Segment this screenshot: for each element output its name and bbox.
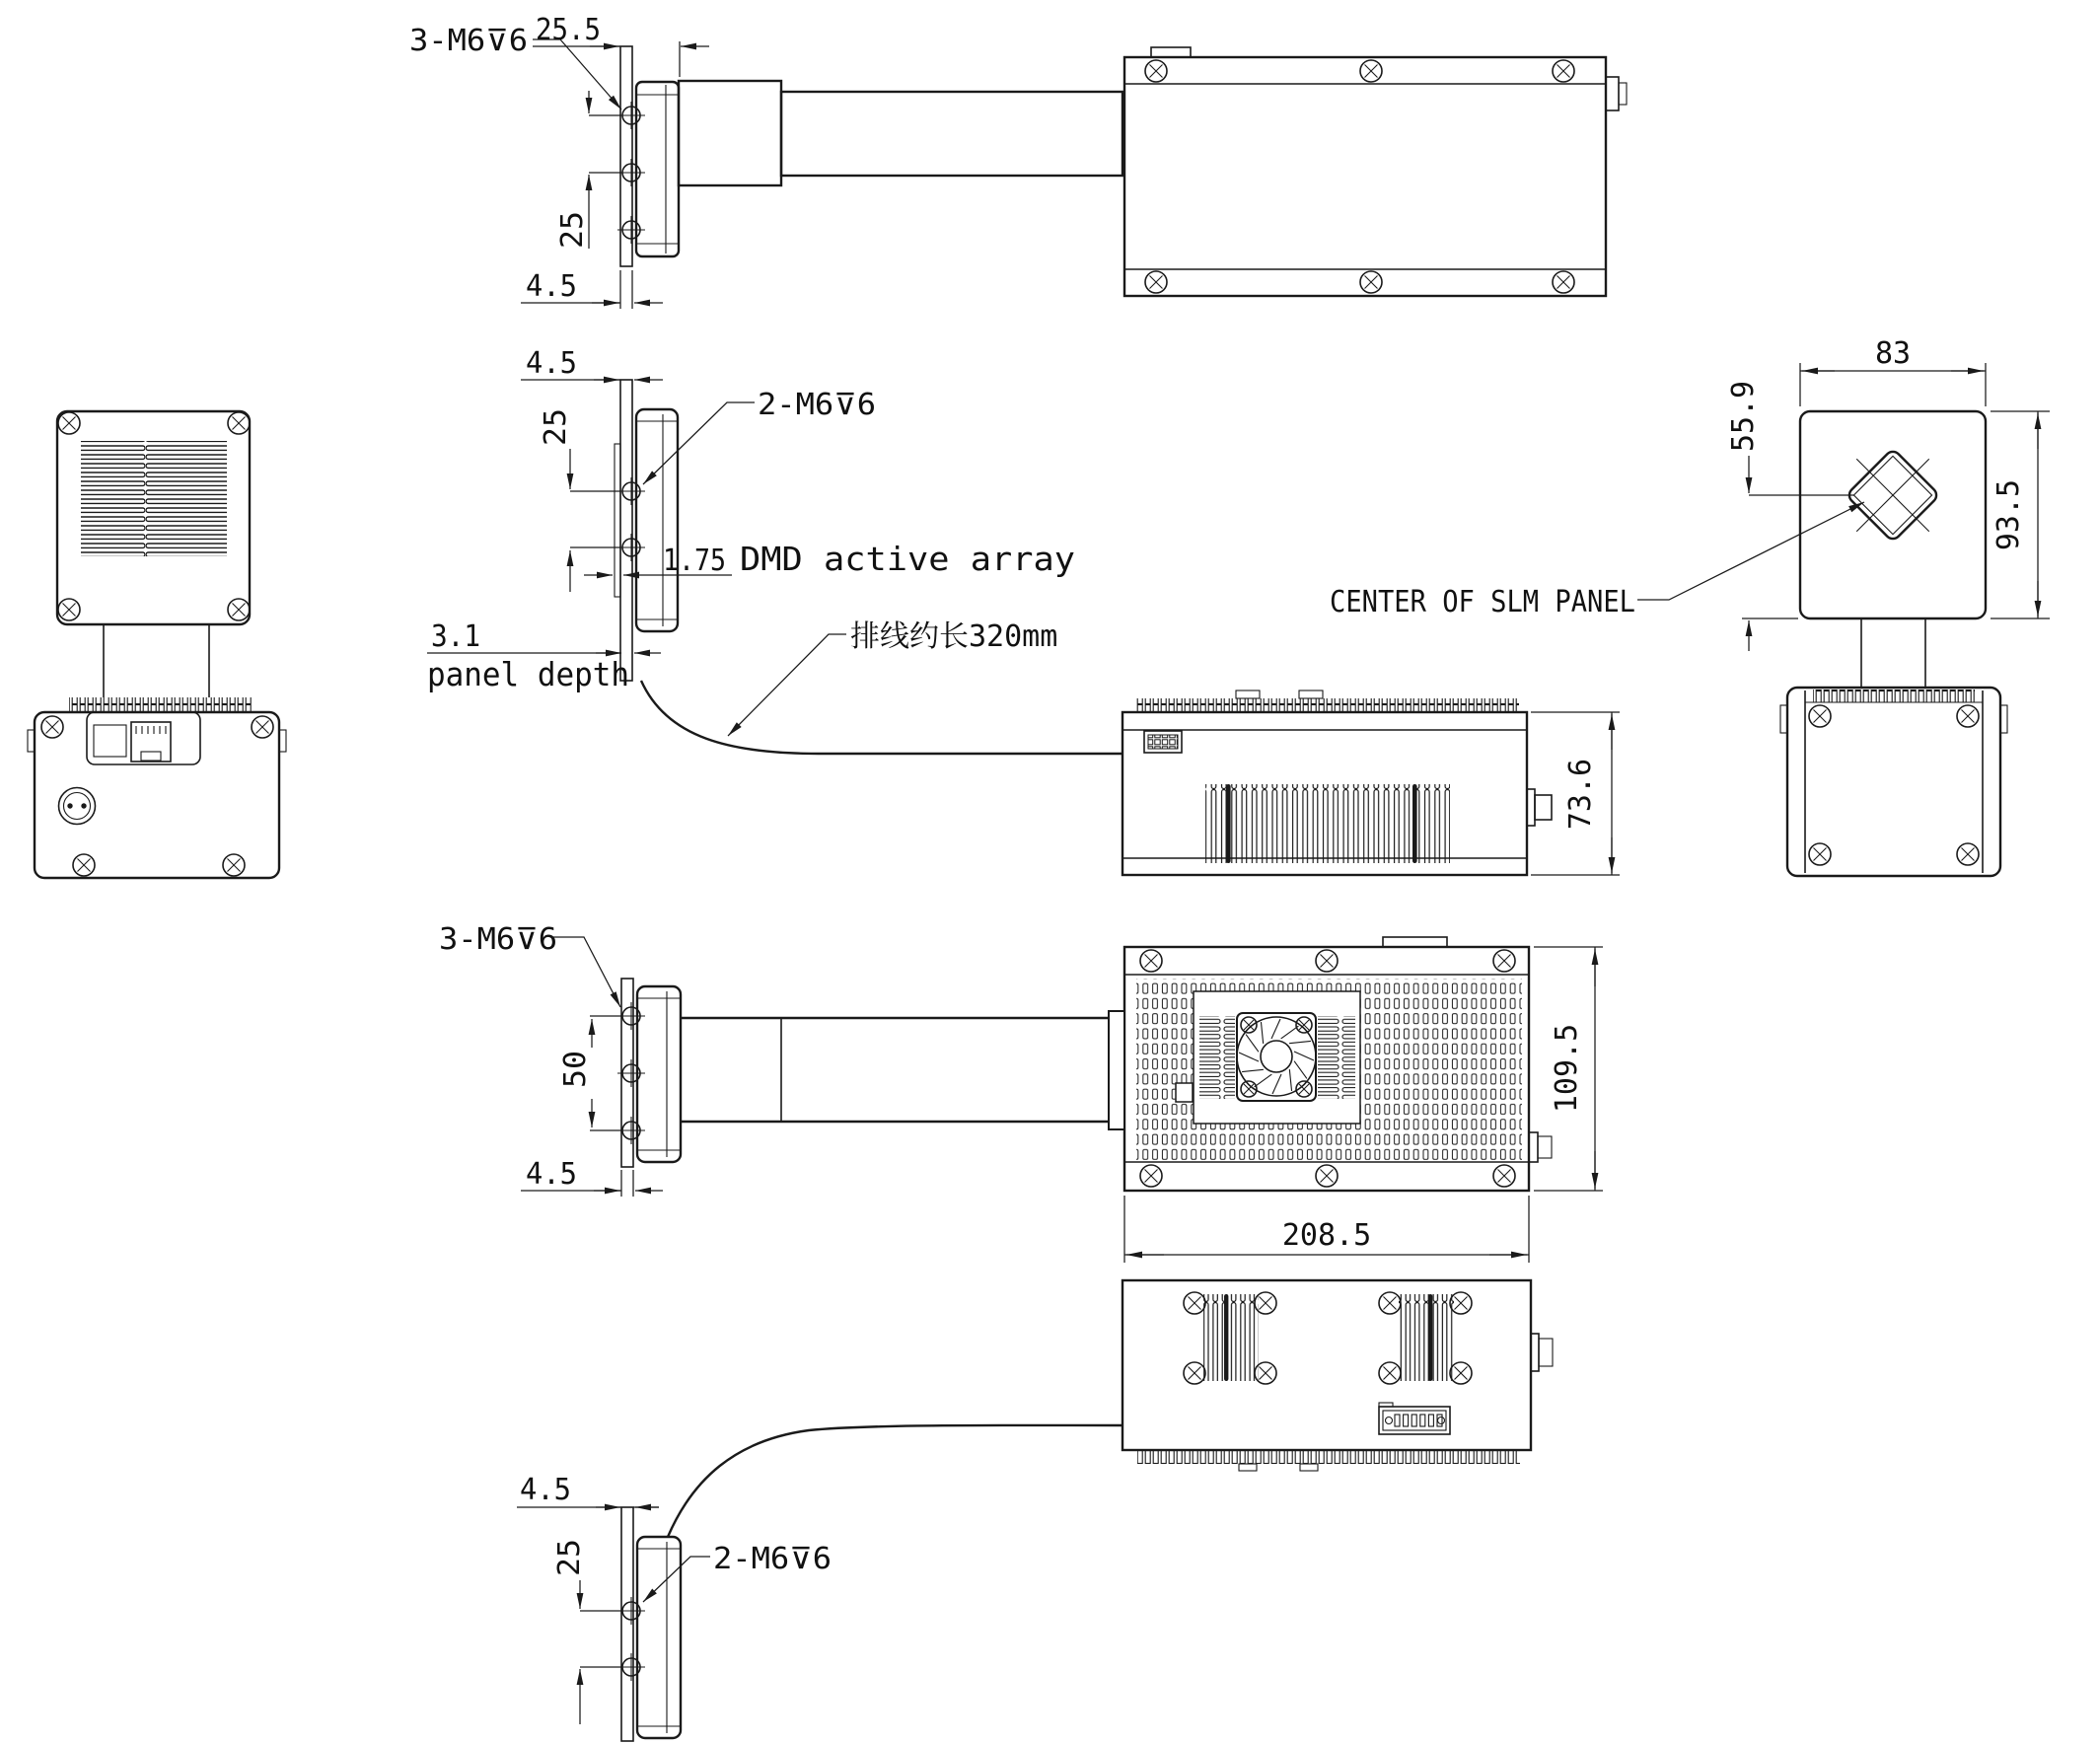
- screw-icon: [73, 854, 95, 876]
- screw-icon: [1145, 60, 1167, 82]
- heatsink-fins: [1136, 698, 1519, 712]
- screw-icon: [1957, 843, 1979, 865]
- bottom-bracket-view: [517, 1473, 832, 1741]
- dim-hole-pitch-bottom: 25: [552, 1540, 587, 1576]
- dim-head-width: 83: [1874, 336, 1912, 371]
- dim-hole-pitch-detail: 25: [539, 409, 573, 446]
- screw-icon: [58, 599, 80, 620]
- thread-callout-bottom: 2-M6⊽6: [713, 1542, 832, 1576]
- thread-callout-mid: 3-M6⊽6: [439, 922, 557, 957]
- screw-hole-icon: [617, 102, 645, 129]
- screw-icon: [1360, 271, 1382, 293]
- dim-controller-length: 208.5: [1281, 1218, 1372, 1253]
- screw-icon: [1140, 1165, 1162, 1187]
- screw-icon: [1493, 1165, 1515, 1187]
- dim-plate-thickness-top: 4.5: [526, 269, 577, 304]
- thread-callout-detail: 2-M6⊽6: [758, 388, 876, 422]
- dim-plate-thickness-mid: 4.5: [526, 1157, 577, 1192]
- dim-controller-height: 73.6: [1563, 758, 1598, 831]
- heatsink-fins: [1137, 1450, 1520, 1464]
- dmd-note: DMD active array: [740, 540, 1075, 578]
- bracket-body: [637, 986, 681, 1162]
- dim-panel-depth: 3.1: [431, 619, 480, 654]
- controller-box-side: [1124, 47, 1627, 296]
- screw-icon: [58, 412, 80, 434]
- dip-connector: [1379, 1403, 1450, 1434]
- lens-tube: [781, 92, 1122, 176]
- heatsink-fins: [69, 697, 252, 712]
- screw-icon: [1184, 1362, 1205, 1384]
- screw-icon: [1184, 1292, 1205, 1314]
- arm-flange: [1109, 1011, 1124, 1129]
- screw-hole-icon: [617, 159, 645, 186]
- screw-hole-icon: [617, 477, 645, 505]
- head-side-view-right: [1780, 688, 2007, 876]
- dim-head-height: 93.5: [1991, 478, 2026, 551]
- screw-icon: [1809, 705, 1831, 727]
- screw-hole-icon: [617, 216, 645, 244]
- screw-icon: [1145, 271, 1167, 293]
- controller-bottom-view: [668, 1280, 1553, 1537]
- dim-controller-depth: 109.5: [1550, 1023, 1584, 1114]
- screw-icon: [1957, 705, 1979, 727]
- screw-hole-icon: [617, 534, 645, 561]
- slm-head-front-view: [1330, 336, 2050, 688]
- dim-hole-pitch-mid: 50: [558, 1052, 593, 1088]
- screw-icon: [1379, 1292, 1401, 1314]
- controller-rear-view: [28, 697, 286, 878]
- vent-slots: [1203, 1294, 1259, 1381]
- dmd-board-edge: [615, 444, 620, 597]
- screw-icon: [1553, 271, 1574, 293]
- bracket-body: [637, 1537, 681, 1738]
- flex-cable: [668, 1425, 1122, 1537]
- power-connector: [59, 788, 96, 825]
- screw-icon: [1140, 950, 1162, 972]
- cooling-fan: [1237, 1013, 1316, 1101]
- screw-icon: [1809, 843, 1831, 865]
- screw-icon: [1493, 950, 1515, 972]
- screw-icon: [1360, 60, 1382, 82]
- screw-icon: [1316, 950, 1338, 972]
- controller-side-view: [1122, 690, 1620, 875]
- screw-icon: [1379, 1362, 1401, 1384]
- center-callout: CENTER OF SLM PANEL: [1330, 585, 1635, 619]
- dim-dmd-offset: 1.75: [663, 544, 726, 578]
- mount-plate: [620, 380, 632, 681]
- cable-note: 排线约长320mm: [850, 619, 1058, 654]
- screw-icon: [252, 716, 273, 738]
- head-front-view-left: [57, 411, 250, 697]
- dim-hole-pitch-top: 25: [555, 212, 590, 249]
- dim-plate-thickness-detail: 4.5: [526, 346, 577, 381]
- mount-plate: [620, 46, 632, 266]
- front-bracket-detail-view: [427, 346, 1122, 754]
- flex-cable: [641, 681, 1122, 754]
- screw-icon: [228, 599, 250, 620]
- mid-bracket-view: [439, 922, 1109, 1197]
- screw-icon: [1553, 60, 1574, 82]
- screw-icon: [1316, 1165, 1338, 1187]
- heatsink-fins: [1813, 690, 1975, 702]
- top-assembly-view: [409, 13, 1627, 309]
- vent-slots: [1399, 1294, 1454, 1381]
- thread-callout-top: 3-M6⊽6: [409, 24, 528, 58]
- panel-depth-label: panel depth: [427, 655, 629, 693]
- bracket-body: [636, 409, 678, 631]
- screw-icon: [41, 716, 63, 738]
- rj45-port: [87, 712, 200, 764]
- dim-plate-thickness-bottom: 4.5: [520, 1473, 571, 1507]
- dim-bracket-width: 25.5: [536, 13, 601, 47]
- screw-icon: [223, 854, 245, 876]
- dim-center-offset: 55.9: [1726, 380, 1761, 452]
- io-connector: [1144, 731, 1182, 753]
- vent-slats: [81, 441, 227, 556]
- controller-top-view: [1109, 937, 1603, 1263]
- screw-icon: [228, 412, 250, 434]
- lens-block: [679, 81, 781, 185]
